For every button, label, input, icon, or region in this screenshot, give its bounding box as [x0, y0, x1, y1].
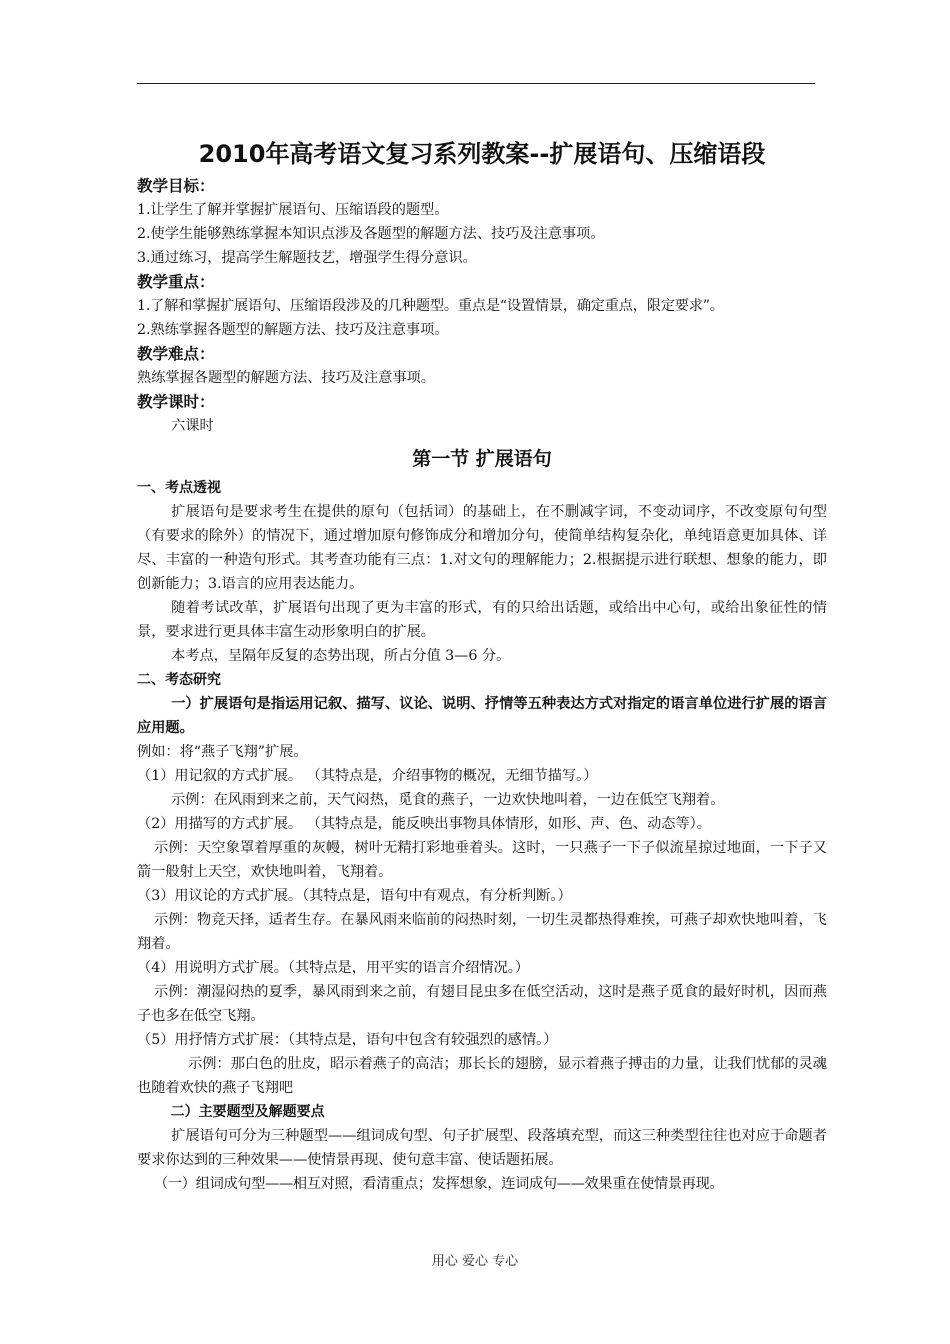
objective-item: 1.让学生了解并掌握扩展语句、压缩语段的题型。 [137, 202, 449, 218]
type1-text: （一）组词成句型——相互对照，看清重点；发挥想象，连词成句——效果重在使情景再现。 [154, 1176, 724, 1192]
example-item: （4）用说明方式扩展。（其特点是，用平实的语言介绍情况。） [137, 960, 530, 976]
objectives-heading: 教学目标： [137, 177, 215, 195]
objective-item: 3.通过练习，提高学生解题技艺，增强学生得分意识。 [137, 250, 477, 266]
keypoint-item: 1.了解和掌握扩展语句、压缩语段涉及的几种题型。重点是“设置情景，确定重点，限定要求”。 [137, 298, 724, 314]
difficulty-text: 熟练掌握各题型的解题方法、技巧及注意事项。 [137, 370, 435, 386]
part1-paragraph: 本考点，呈隔年反复的态势出现，所占分值 3—6 分。 [171, 648, 511, 664]
difficulty-heading: 教学难点： [137, 345, 215, 363]
example-item: （5）用抒情方式扩展：（其特点是，语句中包含有较强烈的感情。） [137, 1032, 558, 1048]
hours-heading: 教学课时： [137, 393, 215, 411]
part2-paragraph: 扩展语句可分为三种题型——组词成句型、句子扩展型、段落填充型，而这三种类型往往也对应于命题者要求你达到的三种效果——使情景再现、使句意丰富、使话题拓展。 [137, 1128, 827, 1168]
section-title: 第一节 扩展语句 [412, 448, 552, 470]
example-sample: 示例：潮湿闷热的夏季，暴风雨到来之前，有翅目昆虫多在低空活动，这时是燕子觅食的最好时机，因而燕子也多在低空飞翔。 [137, 984, 827, 1024]
example-item: （1）用记叙的方式扩展。 （其特点是，介绍事物的概况，无细节描写。） [137, 768, 598, 784]
example-item: （3）用议论的方式扩展。（其特点是，语句中有观点，有分析判断。） [137, 888, 572, 904]
document-body [137, 134, 827, 1196]
hours-text: 六课时 [171, 418, 214, 434]
example-sample: 示例：那白色的肚皮，昭示着燕子的高洁；那长长的翅膀，显示着燕子搏击的力量，让我们忧郁的灵魂也随着欢快的燕子飞翔吧 [137, 1056, 827, 1096]
example-item: （2）用描写的方式扩展。 （其特点是，能反映出事物具体情形，如形、声、色、动态等）。 [137, 816, 711, 832]
objective-item: 2.使学生能够熟练掌握本知识点涉及各题型的解题方法、技巧及注意事项。 [137, 226, 605, 242]
document-title: 2010年高考语文复习系列教案--扩展语句、压缩语段 [198, 140, 766, 168]
example-sample: 示例：物竞天择，适者生存。在暴风雨来临前的闷热时刻，一切生灵都热得难挨，可燕子却欢快地叫着，飞翔着。 [137, 912, 827, 952]
part2-heading: 二、考态研究 [137, 672, 221, 688]
keypoint-item: 2.熟练掌握各题型的解题方法、技巧及注意事项。 [137, 322, 449, 338]
page-footer: 用心 爱心 专心 [431, 1254, 519, 1269]
part2-subheading: 一）扩展语句是指运用记叙、描写、议论、说明、抒情等五种表达方式对指定的语言单位进行扩展的语言应用题。 [137, 696, 827, 736]
keypoints-heading: 教学重点： [137, 273, 215, 291]
part1-heading: 一、考点透视 [137, 480, 221, 496]
example-sample: 示例：天空象罩着厚重的灰幔，树叶无精打彩地垂着头。这时，一只燕子一下子似流星掠过地面，一下子又箭一般射上天空，欢快地叫着，飞翔着。 [137, 840, 827, 880]
header-rule [137, 83, 815, 84]
part2-subheading-2: 二）主要题型及解题要点 [170, 1104, 325, 1120]
example-intro: 例如：将“燕子飞翔”扩展。 [137, 744, 308, 760]
part1-paragraph: 扩展语句是要求考生在提供的原句（包括词）的基础上，在不删减字词，不变动词序，不改变原句句型（有要求的除外）的情况下，通过增加原句修饰成分和增加分句，使简单结构复杂化，单纯语意更加具体、详尽、丰富的一种造句形式。其考查功能有三点：1.对文句的理解能力；2.根据提示进行联想、想象的能力，即创新能力；3.语言的应用表达能力。 [137, 504, 827, 592]
part1-paragraph: 随着考试改革，扩展语句出现了更为丰富的形式，有的只给出话题，或给出中心句，或给出象征性的情景，要求进行更具体丰富生动形象明白的扩展。 [137, 600, 827, 640]
example-sample: 示例：在风雨到来之前，天气闷热，觅食的燕子，一边欢快地叫着，一边在低空飞翔着。 [171, 792, 725, 808]
